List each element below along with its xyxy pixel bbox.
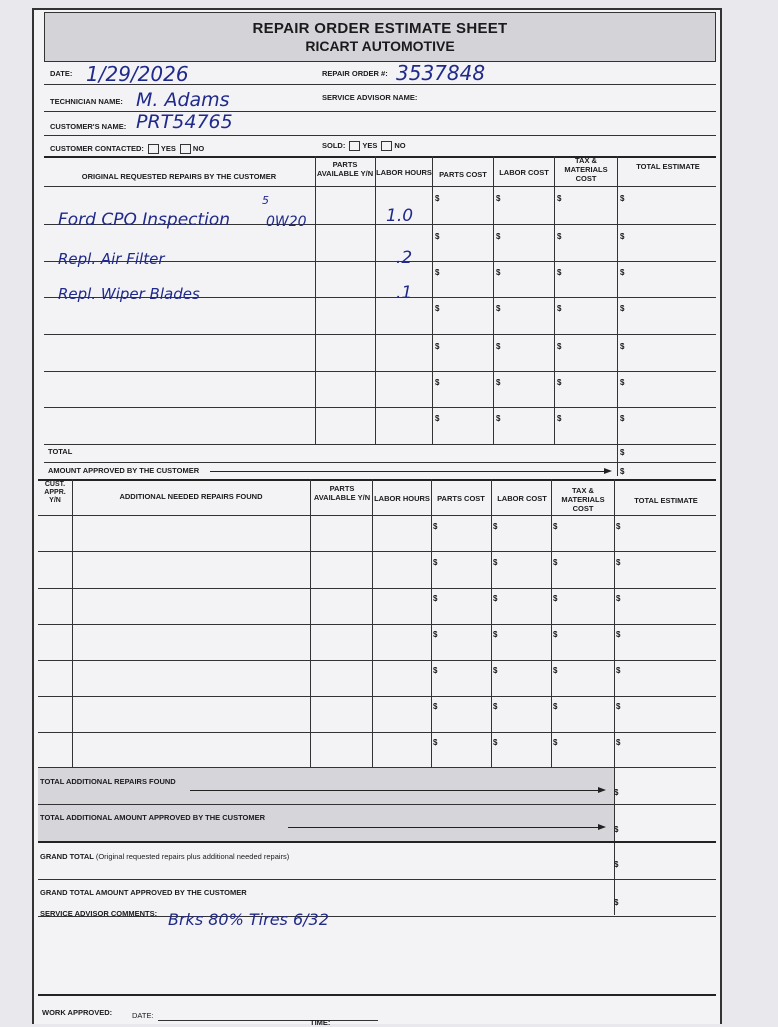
date-label: DATE: — [50, 69, 73, 78]
bottom-dollar-r4-c2: $ — [493, 630, 498, 639]
col-cust-appr: CUST. APPR. Y/N — [44, 481, 66, 504]
top-dollar-r5-c3: $ — [557, 342, 562, 351]
top-dollar-r4-c2: $ — [496, 304, 501, 313]
customer-name-value[interactable]: PRT54765 — [136, 111, 233, 133]
repair-row-1-labor-hours[interactable]: 1.0 — [386, 206, 414, 226]
col-total-estimate-2: TOTAL ESTIMATE — [634, 496, 698, 505]
technician-value[interactable]: M. Adams — [136, 89, 230, 111]
col-additional-needed: ADDITIONAL NEEDED REPAIRS FOUND — [119, 492, 263, 501]
top-dollar-r2-c4: $ — [620, 232, 625, 241]
contacted-yes-checkbox[interactable] — [148, 144, 159, 154]
top-dollar-r5-c1: $ — [435, 342, 440, 351]
service-advisor-label: SERVICE ADVISOR NAME: — [322, 93, 418, 102]
col-total-estimate: TOTAL ESTIMATE — [636, 162, 700, 171]
repair-row-2-description[interactable]: Repl. Air Filter — [58, 250, 165, 268]
comments-value[interactable]: Brks 80% Tires 6/32 — [168, 910, 329, 929]
title-box — [44, 12, 716, 62]
col-original-requested: ORIGINAL REQUESTED REPAIRS BY THE CUSTOMER — [81, 172, 277, 181]
bottom-dollar-r6-c4: $ — [616, 702, 621, 711]
sheet-title: REPAIR ORDER ESTIMATE SHEET — [252, 20, 508, 37]
top-dollar-r4-c4: $ — [620, 304, 625, 313]
bottom-dollar-r5-c4: $ — [616, 666, 621, 675]
grand-total-note: (Original requested repairs plus additional needed repairs) — [95, 852, 290, 861]
grand-total-text: GRAND TOTAL — [40, 852, 94, 861]
contacted-no-label: NO — [192, 144, 205, 153]
bottom-dollar-r1-c1: $ — [433, 522, 438, 531]
work-approved-label: WORK APPROVED: — [42, 1008, 113, 1017]
top-dollar-r3-c1: $ — [435, 268, 440, 277]
bottom-dollar-r6-c1: $ — [433, 702, 438, 711]
bottom-dollar-r3-c1: $ — [433, 594, 438, 603]
repair-row-1-note: 5 — [262, 194, 269, 207]
total-additional-label: TOTAL ADDITIONAL REPAIRS FOUND — [40, 777, 176, 786]
bottom-dollar-r3-c4: $ — [616, 594, 621, 603]
total-additional-approved-dollar: $ — [614, 825, 619, 834]
sold-yes-label: YES — [362, 141, 378, 150]
bottom-dollar-r6-c3: $ — [553, 702, 558, 711]
top-dollar-r5-c4: $ — [620, 342, 625, 351]
col-tax-materials: TAX & MATERIALS COST — [564, 156, 608, 183]
repair-row-3-description[interactable]: Repl. Wiper Blades — [58, 285, 200, 303]
top-dollar-r7-c1: $ — [435, 414, 440, 423]
sold-text: SOLD: — [322, 141, 346, 150]
bottom-dollar-r5-c3: $ — [553, 666, 558, 675]
bottom-dollar-r7-c1: $ — [433, 738, 438, 747]
total-additional-approved-label: TOTAL ADDITIONAL AMOUNT APPROVED BY THE CUSTOMER — [40, 813, 266, 822]
col-parts-available-2: PARTS AVAILABLE Y/N — [313, 484, 371, 502]
top-dollar-r7-c4: $ — [620, 414, 625, 423]
repair-row-2-labor-hours[interactable]: .2 — [396, 248, 413, 268]
grand-total-approved-label: GRAND TOTAL AMOUNT APPROVED BY THE CUSTOMER — [40, 888, 247, 897]
grand-total-approved-dollar: $ — [614, 898, 619, 907]
col-parts-cost: PARTS COST — [439, 170, 487, 179]
repair-row-1-description[interactable]: Ford CPO Inspection — [58, 210, 231, 230]
bottom-dollar-r1-c4: $ — [616, 522, 621, 531]
contacted-yes-label: YES — [160, 144, 176, 153]
total-additional-approved-band — [38, 805, 614, 841]
top-dollar-r4-c3: $ — [557, 304, 562, 313]
bottom-dollar-r3-c3: $ — [553, 594, 558, 603]
repair-order-label: REPAIR ORDER #: — [322, 69, 388, 78]
top-dollar-r1-c2: $ — [496, 194, 501, 203]
bottom-dollar-r5-c2: $ — [493, 666, 498, 675]
total-additional-band — [38, 768, 614, 804]
bottom-dollar-r1-c2: $ — [493, 522, 498, 531]
comments-label: SERVICE ADVISOR COMMENTS: — [40, 909, 158, 918]
top-dollar-r6-c4: $ — [620, 378, 625, 387]
bottom-dollar-r3-c2: $ — [493, 594, 498, 603]
top-dollar-r1-c1: $ — [435, 194, 440, 203]
bottom-dollar-r1-c3: $ — [553, 522, 558, 531]
top-dollar-r6-c3: $ — [557, 378, 562, 387]
bottom-dollar-r7-c4: $ — [616, 738, 621, 747]
bottom-dollar-r4-c1: $ — [433, 630, 438, 639]
total-dollar: $ — [620, 448, 625, 457]
repair-order-value[interactable]: 3537848 — [396, 61, 486, 85]
top-dollar-r3-c3: $ — [557, 268, 562, 277]
contacted-no-checkbox[interactable] — [180, 144, 191, 154]
technician-label: TECHNICIAN NAME: — [50, 97, 123, 106]
bottom-dollar-r4-c4: $ — [616, 630, 621, 639]
col-labor-hours: LABOR HOURS — [376, 168, 432, 177]
col-parts-available: PARTS AVAILABLE Y/N — [316, 160, 374, 178]
sold-no-label: NO — [394, 141, 406, 150]
bottom-dollar-r2-c1: $ — [433, 558, 438, 567]
bottom-dollar-r7-c2: $ — [493, 738, 498, 747]
sold-label — [322, 141, 406, 151]
top-dollar-r6-c1: $ — [435, 378, 440, 387]
top-dollar-r3-c2: $ — [496, 268, 501, 277]
total-additional-dollar: $ — [614, 788, 619, 797]
top-dollar-r4-c1: $ — [435, 304, 440, 313]
date-value[interactable]: 1/29/2026 — [86, 62, 189, 86]
bottom-dollar-r4-c3: $ — [553, 630, 558, 639]
sold-no-checkbox[interactable] — [381, 141, 392, 151]
col-labor-cost: LABOR COST — [499, 168, 549, 177]
footer-time-label: TIME: — [310, 1018, 331, 1027]
grand-total-dollar: $ — [614, 860, 619, 869]
top-dollar-r1-c4: $ — [620, 194, 625, 203]
amount-approved-dollar: $ — [620, 467, 625, 476]
col-labor-hours-2: LABOR HOURS — [374, 494, 430, 503]
top-dollar-r7-c3: $ — [557, 414, 562, 423]
grand-total-label — [40, 852, 289, 861]
repair-row-3-labor-hours[interactable]: .1 — [396, 283, 413, 303]
bottom-dollar-r7-c3: $ — [553, 738, 558, 747]
sold-yes-checkbox[interactable] — [349, 141, 360, 151]
customer-name-label: CUSTOMER'S NAME: — [50, 122, 127, 131]
bottom-dollar-r5-c1: $ — [433, 666, 438, 675]
top-dollar-r2-c1: $ — [435, 232, 440, 241]
col-labor-cost-2: LABOR COST — [497, 494, 547, 503]
total-label: TOTAL — [48, 447, 73, 456]
bottom-dollar-r2-c2: $ — [493, 558, 498, 567]
top-dollar-r2-c3: $ — [557, 232, 562, 241]
amount-approved-label: AMOUNT APPROVED BY THE CUSTOMER — [48, 466, 200, 475]
top-dollar-r6-c2: $ — [496, 378, 501, 387]
col-tax-materials-2: TAX & MATERIALS COST — [561, 486, 605, 513]
top-dollar-r7-c2: $ — [496, 414, 501, 423]
top-dollar-r5-c2: $ — [496, 342, 501, 351]
top-dollar-r1-c3: $ — [557, 194, 562, 203]
bottom-dollar-r2-c4: $ — [616, 558, 621, 567]
customer-contacted-label — [50, 144, 204, 154]
customer-contacted-text: CUSTOMER CONTACTED: — [50, 144, 144, 153]
footer-date-label: DATE: — [132, 1011, 154, 1020]
bottom-dollar-r2-c3: $ — [553, 558, 558, 567]
bottom-dollar-r6-c2: $ — [493, 702, 498, 711]
company-name: RICART AUTOMOTIVE — [305, 38, 455, 54]
col-parts-cost-2: PARTS COST — [437, 494, 485, 503]
estimate-sheet — [32, 8, 722, 1027]
top-dollar-r3-c4: $ — [620, 268, 625, 277]
top-dollar-r2-c2: $ — [496, 232, 501, 241]
repair-row-1-note-suffix: 0W20 — [266, 214, 307, 230]
